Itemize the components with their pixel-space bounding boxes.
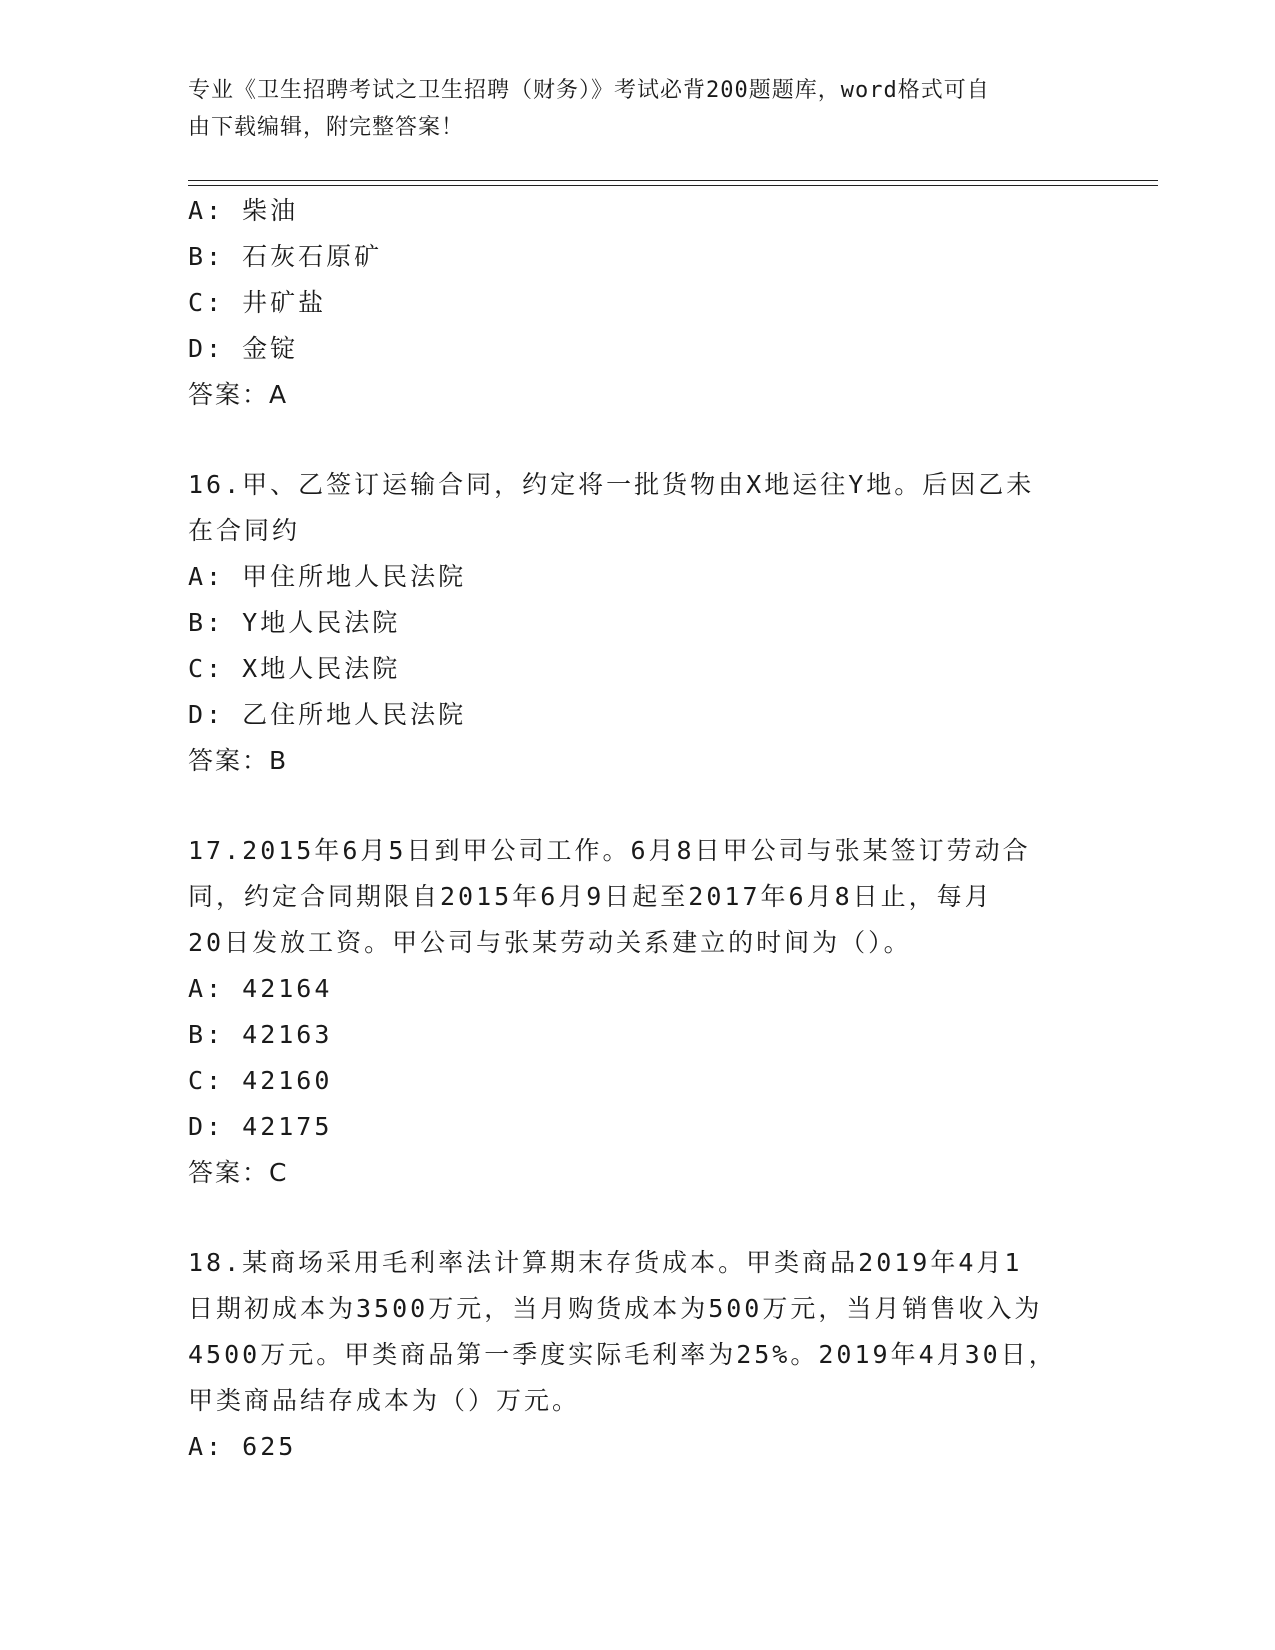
- document-header: [188, 72, 1068, 146]
- option-c: C: X地人民法院: [188, 654, 401, 683]
- spacer: [188, 418, 1088, 462]
- option-a: A: 42164: [188, 974, 333, 1003]
- question-text-line-1: 16.甲、乙签订运输合同，约定将一批货物由X地运往Y地。后因乙未: [188, 470, 1035, 499]
- option-d: D: 乙住所地人民法院: [188, 700, 467, 729]
- question-text-line-2: 同，约定合同期限自2015年6月9日起至2017年6月8日止，每月: [188, 882, 993, 911]
- header-divider-bottom: [188, 185, 1158, 186]
- spacer: [188, 784, 1088, 828]
- header-divider-top: [188, 180, 1158, 181]
- question-text-line-3: 4500万元。甲类商品第一季度实际毛利率为25%。2019年4月30日，: [188, 1340, 1057, 1369]
- option-b: B: 石灰石原矿: [188, 242, 383, 271]
- option-c: C: 42160: [188, 1066, 333, 1095]
- answer: 答案：C: [188, 1158, 289, 1187]
- question-text-line-2: 在合同约: [188, 516, 301, 545]
- option-d: D: 金锭: [188, 334, 299, 363]
- option-a: A: 柴油: [188, 196, 299, 225]
- option-b: B: 42163: [188, 1020, 333, 1049]
- question-text-line-3: 20日发放工资。甲公司与张某劳动关系建立的时间为（）。: [188, 928, 912, 957]
- option-b: B: Y地人民法院: [188, 608, 401, 637]
- option-a: A: 甲住所地人民法院: [188, 562, 467, 591]
- question-text-line-1: 18.某商场采用毛利率法计算期末存货成本。甲类商品2019年4月1: [188, 1248, 1023, 1277]
- option-c: C: 井矿盐: [188, 288, 327, 317]
- answer: 答案：B: [188, 746, 289, 775]
- option-d: D: 42175: [188, 1112, 333, 1141]
- header-title-line-2: 由下载编辑，附完整答案！: [188, 115, 465, 140]
- question-text-line-2: 日期初成本为3500万元，当月购货成本为500万元，当月销售收入为: [188, 1294, 1043, 1323]
- answer: 答案：A: [188, 380, 289, 409]
- option-a: A: 625: [188, 1432, 297, 1461]
- header-title-line-1: 专业《卫生招聘考试之卫生招聘（财务）》考试必背200题题库，word格式可自: [188, 78, 990, 103]
- question-18: [188, 1240, 1088, 1470]
- question-text-line-1: 17.2015年6月5日到甲公司工作。6月8日甲公司与张某签订劳动合: [188, 836, 1031, 865]
- question-list: [188, 188, 1088, 1470]
- question-17: [188, 828, 1088, 1196]
- question-text-line-4: 甲类商品结存成本为（）万元。: [188, 1386, 581, 1415]
- question-16: [188, 462, 1088, 784]
- spacer: [188, 1196, 1088, 1240]
- question-15: [188, 188, 1088, 418]
